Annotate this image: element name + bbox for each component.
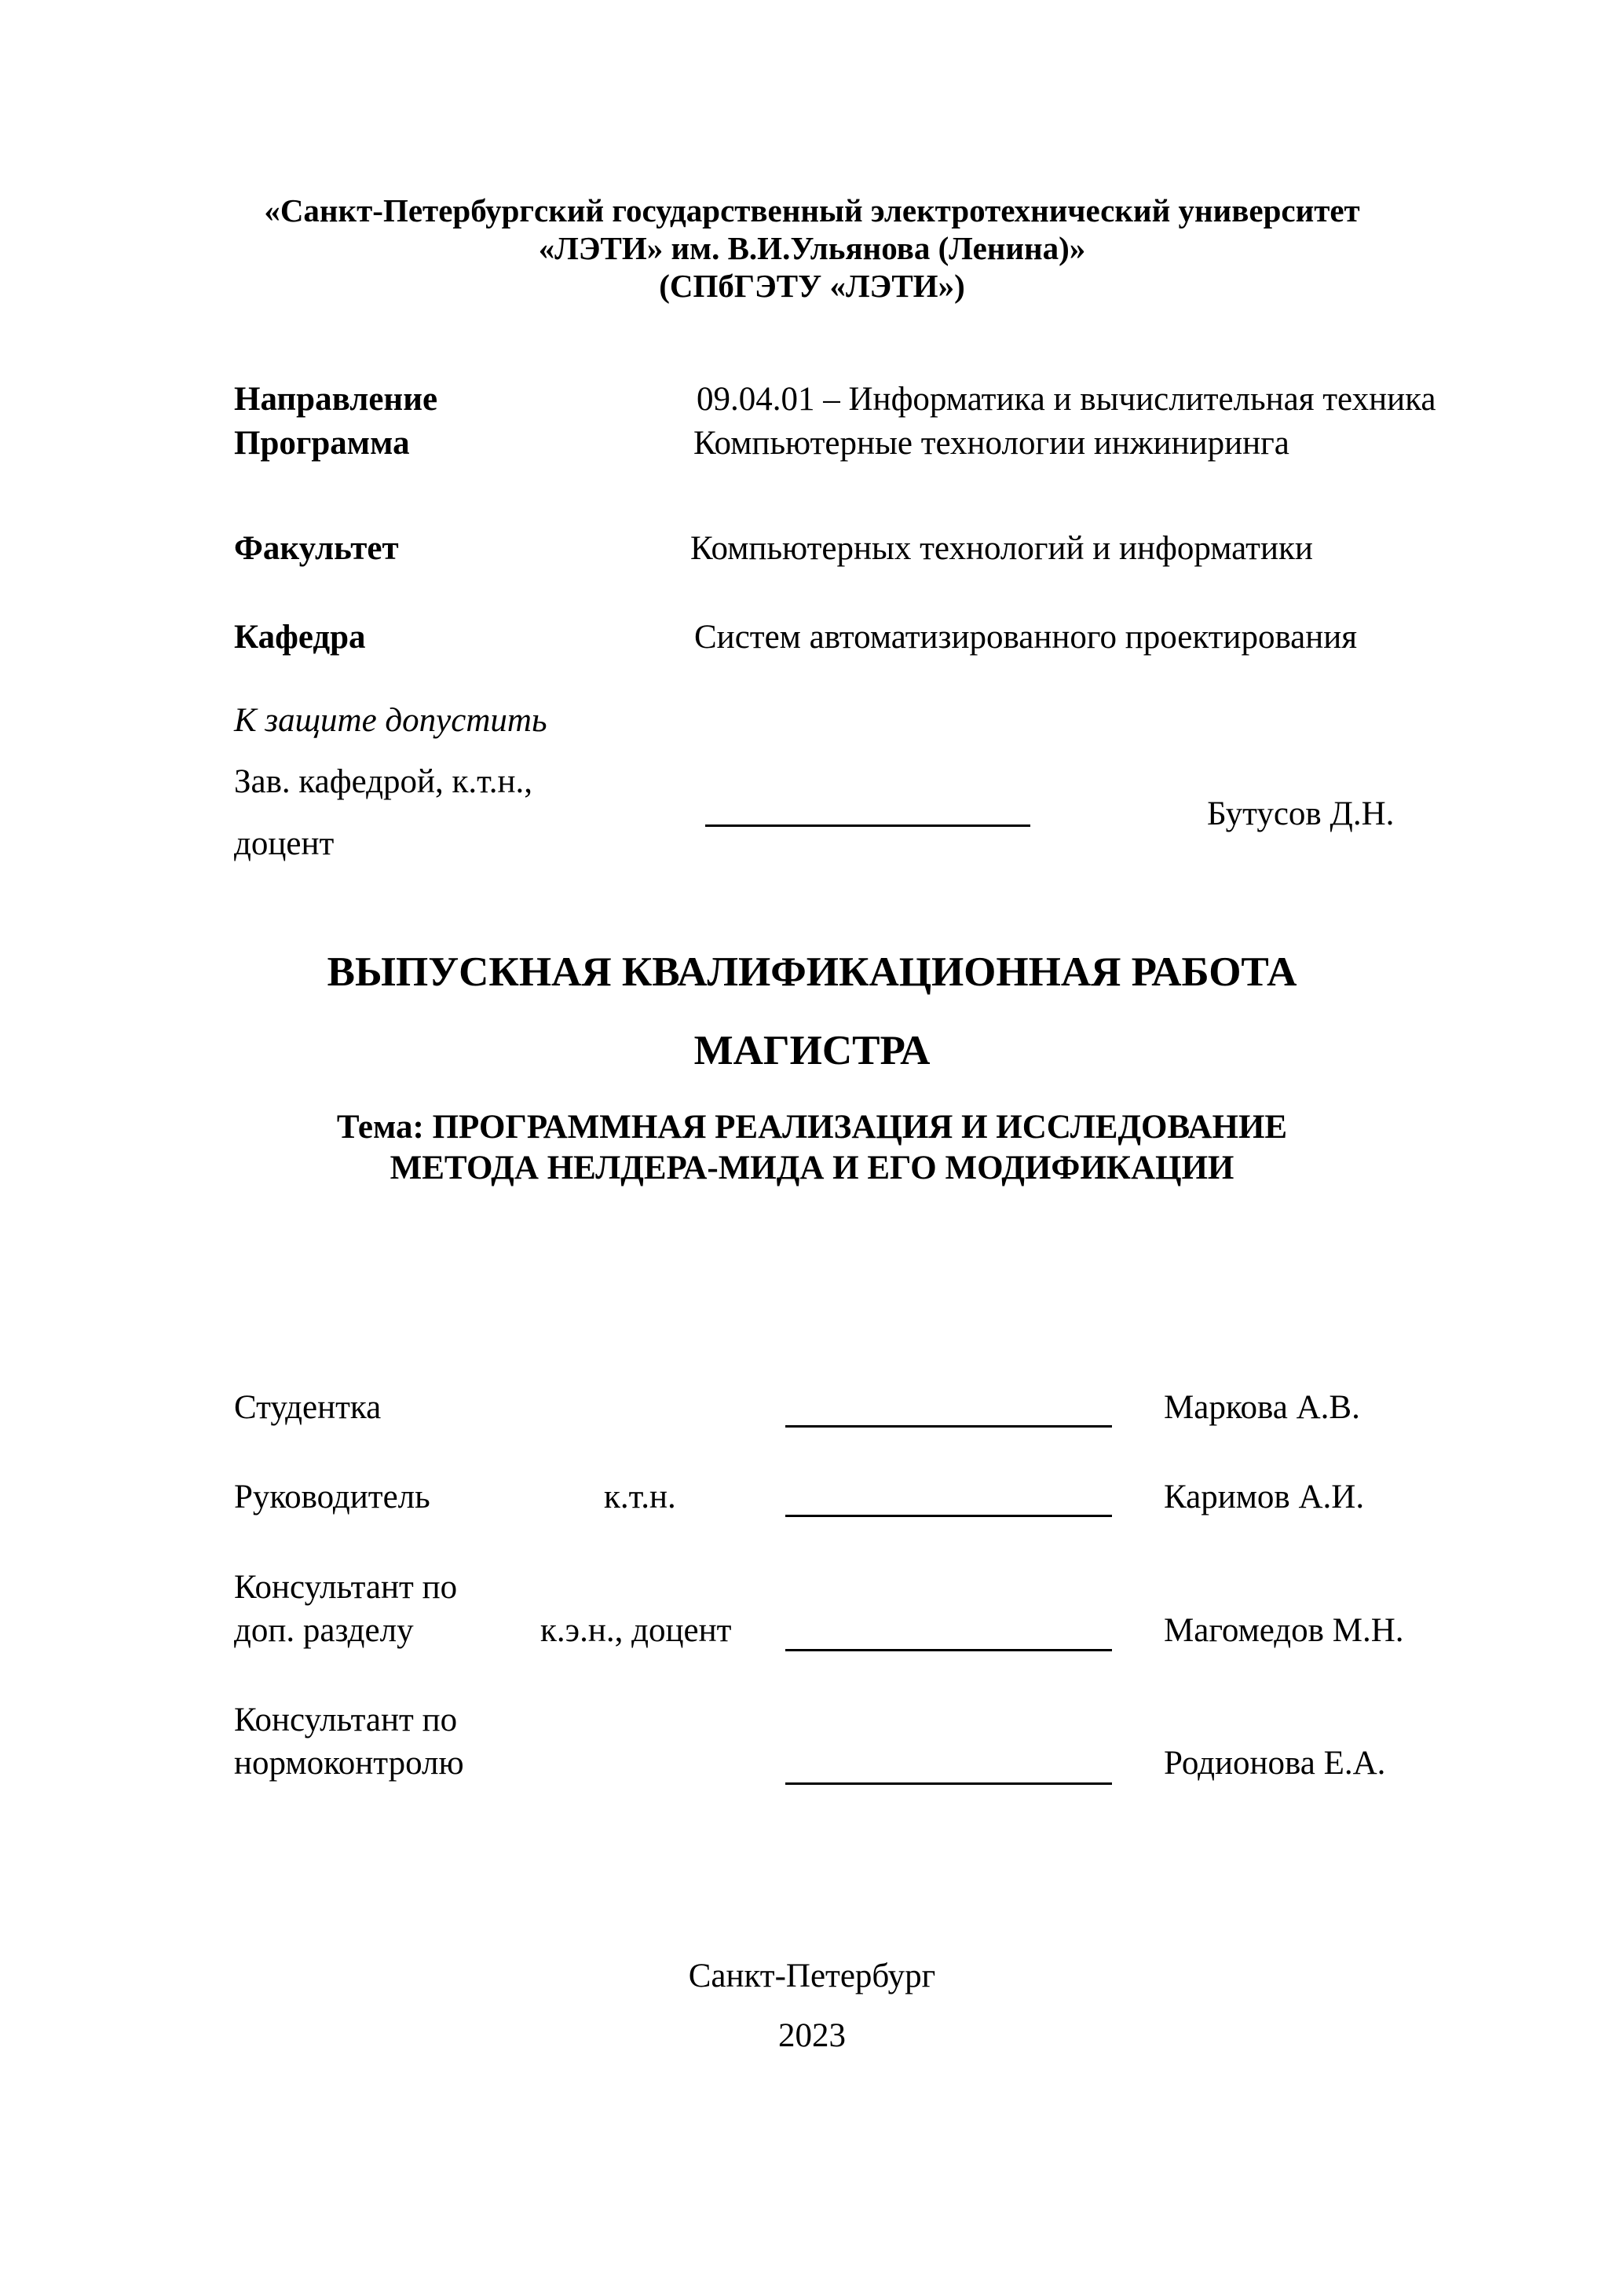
approval-position-line1: Зав. кафедрой, к.т.н., <box>234 763 532 800</box>
university-name-line1: «Санкт-Петербургский государственный электротехнический университет <box>264 192 1360 229</box>
approval-name: Бутусов Д.Н. <box>1207 795 1395 832</box>
program-value: Компьютерные технологии инжиниринга <box>693 425 1289 462</box>
signatory-degree: к.т.н. <box>604 1479 676 1515</box>
city: Санкт-Петербург <box>688 1958 936 1994</box>
signature-line <box>785 1782 1112 1785</box>
department-value: Систем автоматизированного проектирования <box>694 619 1358 656</box>
topic-line1: Тема: ПРОГРАММНАЯ РЕАЛИЗАЦИЯ И ИССЛЕДОВАНИЕ <box>336 1109 1288 1146</box>
university-abbreviation: (СПбГЭТУ «ЛЭТИ») <box>659 268 965 304</box>
signatory-name: Каримов А.И. <box>1164 1479 1365 1515</box>
document-title-line2: МАГИСТРА <box>693 1028 931 1073</box>
signature-line <box>785 1515 1112 1517</box>
signatory-role-line2: нормоконтролю <box>234 1745 464 1782</box>
university-name-line2: «ЛЭТИ» им. В.И.Ульянова (Ленина)» <box>538 230 1086 266</box>
document-title-line1: ВЫПУСКНАЯ КВАЛИФИКАЦИОННАЯ РАБОТА <box>327 949 1297 995</box>
signatory-name: Родионова Е.А. <box>1164 1745 1386 1782</box>
approval-position-line2: доцент <box>234 825 335 862</box>
signature-line <box>785 1649 1112 1651</box>
signature-line <box>785 1425 1112 1428</box>
year: 2023 <box>778 2017 846 2054</box>
approval-heading: К защите допустить <box>234 702 547 739</box>
topic-line2: МЕТОДА НЕЛДЕРА-МИДА И ЕГО МОДИФИКАЦИИ <box>390 1150 1234 1186</box>
signatory-name: Маркова А.В. <box>1164 1389 1360 1426</box>
direction-value: 09.04.01 – Информатика и вычислительная техника <box>697 381 1436 418</box>
approval-signature-line <box>705 824 1030 827</box>
signatory-role: Руководитель <box>234 1479 430 1515</box>
faculty-value: Компьютерных технологий и информатики <box>690 530 1313 567</box>
signatory-role-line1: Консультант по <box>234 1702 458 1738</box>
department-label: Кафедра <box>234 619 366 656</box>
signatory-role: Студентка <box>234 1389 382 1426</box>
signatory-role-line2: доп. разделу <box>234 1612 414 1649</box>
signatory-role-line1: Консультант по <box>234 1569 458 1606</box>
faculty-label: Факультет <box>234 530 399 567</box>
signatory-name: Магомедов М.Н. <box>1164 1612 1404 1649</box>
signatory-degree: к.э.н., доцент <box>540 1612 732 1649</box>
direction-label: Направление <box>234 381 438 418</box>
program-label: Программа <box>234 425 410 462</box>
